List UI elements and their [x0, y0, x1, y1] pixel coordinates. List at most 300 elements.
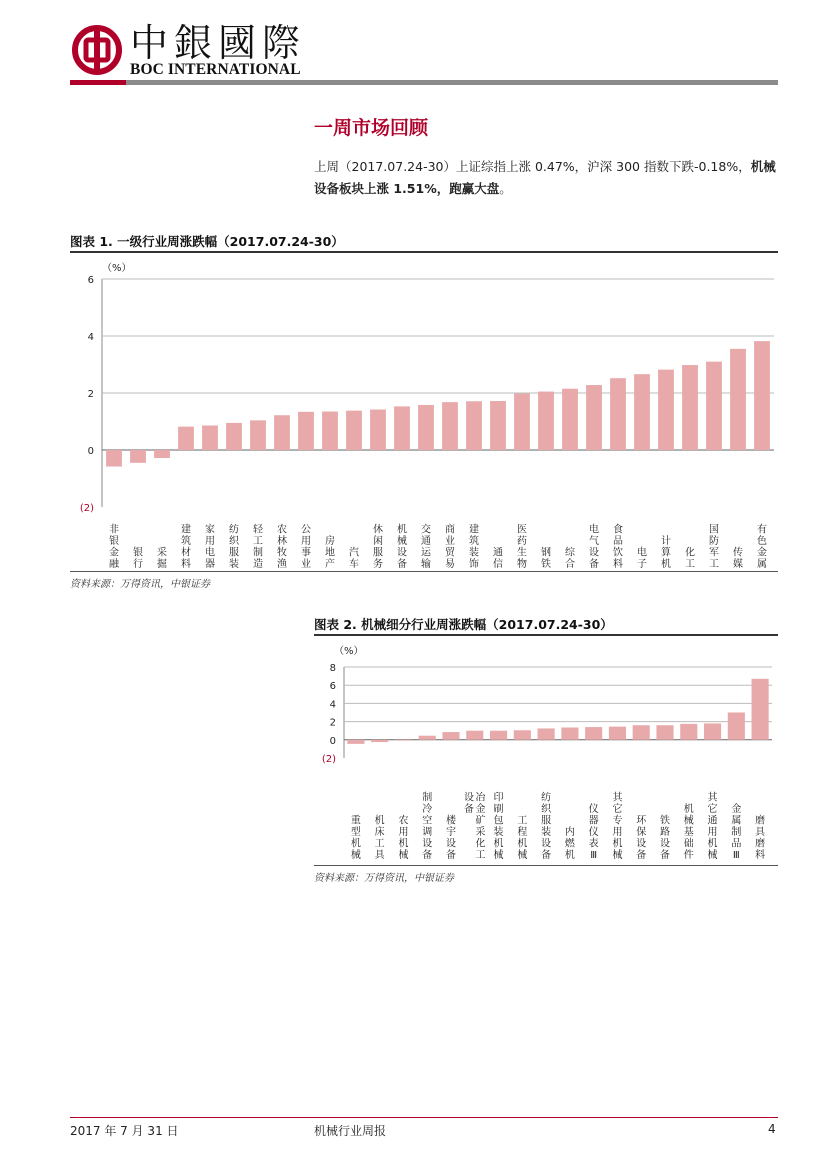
bar	[586, 385, 602, 450]
svg-text:建: 建	[181, 524, 191, 536]
svg-text:装: 装	[469, 547, 479, 559]
svg-text:机: 机	[517, 838, 528, 850]
x-tick-label	[517, 524, 527, 571]
x-tick-label	[541, 791, 552, 862]
svg-text:通: 通	[421, 536, 431, 547]
x-tick-label	[375, 814, 386, 862]
svg-text:器: 器	[205, 559, 215, 570]
svg-text:它: 它	[612, 804, 623, 815]
svg-text:床: 床	[374, 827, 385, 838]
svg-text:设: 设	[464, 792, 475, 804]
svg-text:路: 路	[660, 827, 670, 838]
svg-text:国: 国	[709, 524, 719, 536]
svg-text:易: 易	[445, 559, 455, 570]
svg-text:化: 化	[685, 547, 695, 559]
svg-text:械: 械	[493, 850, 504, 861]
y-tick-label: 0	[87, 446, 94, 457]
bar	[634, 374, 650, 450]
svg-text:器: 器	[588, 815, 599, 827]
svg-text:矿: 矿	[475, 815, 486, 827]
svg-text:色: 色	[757, 536, 767, 547]
svg-text:械: 械	[398, 850, 409, 861]
svg-text:采: 采	[157, 547, 167, 559]
chart2-bottom-rule	[314, 865, 778, 866]
svg-text:采: 采	[475, 827, 486, 838]
x-tick-label	[709, 524, 719, 571]
svg-text:房: 房	[325, 536, 335, 547]
svg-text:铁: 铁	[660, 815, 670, 827]
svg-text:械: 械	[612, 850, 623, 861]
svg-text:纺: 纺	[229, 524, 239, 536]
x-tick-label	[422, 791, 432, 862]
x-tick-label	[589, 523, 599, 571]
svg-text:医: 医	[517, 524, 527, 536]
svg-text:非: 非	[109, 524, 119, 536]
svg-text:物: 物	[517, 559, 527, 570]
svg-text:机: 机	[398, 838, 409, 850]
svg-text:磨: 磨	[755, 815, 766, 827]
x-tick-label	[397, 523, 407, 571]
svg-text:金: 金	[731, 804, 742, 815]
svg-text:纺: 纺	[541, 792, 552, 804]
svg-text:农: 农	[398, 815, 409, 827]
svg-text:饮: 饮	[613, 547, 623, 559]
svg-text:务: 务	[373, 559, 383, 570]
svg-text:织: 织	[541, 804, 552, 815]
chart2-svg	[314, 636, 778, 865]
svg-text:械: 械	[397, 536, 407, 547]
x-tick-label	[708, 792, 719, 862]
x-tick-label	[660, 814, 670, 862]
bar	[680, 724, 697, 740]
x-tick-label	[517, 815, 527, 862]
svg-text:用: 用	[205, 536, 215, 547]
svg-text:行: 行	[133, 559, 143, 570]
bar	[346, 411, 362, 450]
bar	[514, 394, 530, 450]
bar	[466, 731, 483, 740]
svg-text:内: 内	[564, 827, 575, 838]
svg-text:仪: 仪	[588, 827, 599, 838]
svg-text:铁: 铁	[541, 559, 551, 570]
bar	[562, 389, 578, 450]
svg-text:银: 银	[133, 547, 143, 559]
bar	[370, 410, 386, 450]
svg-text:它: 它	[707, 804, 718, 815]
y-tick-label: 4	[329, 699, 336, 711]
svg-text:机: 机	[707, 838, 718, 850]
svg-text:备: 备	[464, 804, 475, 815]
svg-text:仪: 仪	[588, 804, 599, 815]
x-tick-label	[493, 547, 503, 571]
svg-text:汽: 汽	[349, 547, 359, 559]
bar	[394, 406, 410, 450]
svg-text:设: 设	[636, 838, 647, 850]
x-tick-label	[589, 802, 599, 861]
x-tick-label	[398, 814, 408, 862]
svg-text:Ⅲ: Ⅲ	[732, 850, 740, 861]
svg-text:通: 通	[707, 815, 718, 827]
svg-text:服: 服	[229, 547, 239, 559]
svg-text:筑: 筑	[181, 536, 191, 547]
bar	[538, 392, 554, 450]
x-tick-label	[731, 802, 741, 861]
x-tick-label	[661, 534, 671, 570]
svg-text:冶: 冶	[475, 792, 486, 804]
bar	[418, 405, 434, 450]
svg-text:气: 气	[589, 536, 599, 547]
svg-text:装: 装	[493, 827, 504, 838]
svg-text:林: 林	[277, 536, 287, 547]
svg-text:公: 公	[301, 524, 311, 536]
x-tick-label	[253, 524, 264, 571]
x-tick-label	[157, 546, 167, 571]
chart1-svg	[70, 253, 778, 571]
svg-text:轻: 轻	[253, 524, 263, 536]
bar	[347, 740, 364, 744]
bar	[730, 349, 746, 450]
bar	[728, 713, 745, 740]
svg-text:楼: 楼	[446, 815, 456, 827]
svg-text:电: 电	[205, 547, 215, 559]
svg-text:械: 械	[517, 850, 528, 861]
bar	[226, 423, 242, 450]
svg-text:料: 料	[613, 559, 623, 570]
svg-text:设: 设	[422, 838, 433, 850]
x-tick-label	[464, 791, 487, 862]
svg-text:备: 备	[422, 850, 433, 861]
svg-text:设: 设	[589, 547, 599, 559]
bar	[610, 378, 626, 450]
bar	[752, 679, 769, 740]
svg-text:闲: 闲	[373, 536, 383, 547]
svg-text:军: 军	[709, 547, 719, 559]
chart1-source: 资料来源：万得资讯，中银证券	[70, 579, 210, 590]
y-tick-label: (2)	[79, 503, 94, 514]
svg-text:材: 材	[181, 547, 191, 559]
svg-text:家: 家	[205, 524, 215, 536]
svg-text:品: 品	[613, 536, 623, 547]
svg-text:设: 设	[446, 838, 456, 850]
svg-text:用: 用	[398, 827, 409, 838]
x-tick-label	[565, 825, 576, 861]
footer-date: 2017 年 7 月 31 日	[70, 1124, 179, 1138]
bar	[656, 725, 673, 740]
svg-text:服: 服	[541, 815, 552, 827]
svg-text:空: 空	[422, 815, 433, 827]
bar	[106, 450, 122, 467]
svg-text:融: 融	[109, 559, 119, 570]
intro-paragraph	[314, 156, 780, 200]
y-tick-label: (2)	[321, 754, 336, 765]
svg-text:工: 工	[685, 559, 695, 570]
bar	[633, 725, 650, 740]
bar	[490, 731, 507, 740]
bar	[754, 341, 770, 450]
x-tick-label	[373, 523, 383, 571]
svg-text:媒: 媒	[733, 559, 743, 570]
bar	[178, 427, 194, 450]
svg-text:掘: 掘	[157, 559, 167, 570]
svg-text:备: 备	[446, 850, 456, 861]
svg-text:工: 工	[475, 850, 486, 861]
svg-text:属: 属	[731, 815, 742, 827]
svg-text:表: 表	[588, 838, 599, 850]
svg-text:型: 型	[350, 827, 361, 838]
svg-text:业: 业	[445, 536, 455, 547]
x-tick-label	[181, 523, 191, 571]
svg-text:工: 工	[709, 559, 719, 570]
svg-text:装: 装	[541, 827, 552, 838]
bar	[585, 727, 602, 740]
intro-bold: 机械设备板块上涨 1.51%，跑赢大盘	[314, 159, 776, 196]
bar	[442, 732, 459, 740]
svg-text:业: 业	[301, 559, 311, 570]
chart1-title: 图表 1. 一级行业周涨跌幅（2017.07.24-30）	[70, 234, 344, 249]
bar	[395, 740, 412, 741]
svg-text:重: 重	[350, 815, 361, 827]
svg-text:信: 信	[493, 559, 503, 570]
svg-text:子: 子	[637, 559, 647, 570]
svg-text:保: 保	[636, 827, 647, 838]
svg-text:合: 合	[565, 559, 575, 570]
svg-text:渔: 渔	[277, 559, 287, 570]
svg-text:其: 其	[612, 792, 623, 804]
x-tick-label	[636, 815, 647, 862]
y-tick-label: 8	[329, 663, 336, 674]
bar	[298, 412, 314, 450]
svg-text:设: 设	[541, 838, 552, 850]
bar	[202, 425, 218, 450]
bar	[706, 362, 722, 450]
x-tick-label	[277, 523, 287, 571]
svg-text:机: 机	[661, 559, 671, 570]
x-tick-label	[446, 814, 457, 862]
svg-text:具: 具	[374, 850, 385, 861]
svg-text:工: 工	[253, 536, 263, 547]
svg-text:工: 工	[517, 815, 528, 827]
svg-text:计: 计	[661, 536, 671, 547]
svg-text:制: 制	[253, 547, 263, 559]
svg-text:金: 金	[109, 547, 119, 559]
x-tick-label	[755, 814, 766, 862]
svg-text:制: 制	[422, 792, 433, 804]
chart2-source: 资料来源：万得资讯，中银证券	[314, 873, 454, 884]
x-tick-label	[757, 523, 767, 571]
svg-text:牧: 牧	[277, 547, 287, 559]
y-axis-label: （%）	[334, 646, 364, 657]
x-tick-label	[421, 523, 432, 571]
svg-text:Ⅲ: Ⅲ	[590, 850, 598, 861]
svg-text:交: 交	[421, 524, 431, 536]
x-tick-label	[494, 791, 504, 862]
x-tick-label	[469, 523, 479, 571]
svg-text:品: 品	[731, 838, 742, 850]
svg-text:筑: 筑	[469, 536, 479, 547]
bar	[466, 401, 482, 450]
bar	[322, 412, 338, 450]
svg-text:基: 基	[683, 827, 694, 838]
svg-text:化: 化	[475, 838, 486, 850]
x-tick-label	[733, 546, 743, 571]
boc-logo-icon	[72, 25, 122, 75]
svg-text:其: 其	[707, 792, 718, 804]
svg-text:银: 银	[109, 536, 119, 547]
bar	[154, 450, 170, 458]
bar	[130, 450, 146, 463]
bar	[274, 415, 290, 450]
header-gray-bar	[126, 80, 778, 85]
svg-text:础: 础	[683, 838, 694, 850]
y-tick-label: 0	[329, 735, 336, 747]
y-tick-label: 2	[329, 717, 336, 729]
svg-text:械: 械	[707, 850, 718, 861]
section-title: 一周市场回顾	[314, 117, 429, 139]
svg-text:属: 属	[757, 559, 767, 570]
x-tick-label	[351, 814, 361, 862]
x-tick-label	[613, 523, 623, 571]
x-tick-label	[205, 524, 215, 571]
svg-text:专: 专	[612, 815, 623, 827]
bar	[442, 402, 458, 450]
svg-text:机: 机	[350, 838, 361, 850]
svg-text:磨: 磨	[755, 838, 766, 850]
svg-text:备: 备	[541, 850, 552, 861]
x-tick-label	[684, 802, 694, 861]
svg-text:织: 织	[229, 536, 239, 547]
svg-text:冷: 冷	[422, 804, 433, 815]
svg-text:车: 车	[349, 559, 359, 570]
svg-text:备: 备	[660, 850, 670, 861]
x-tick-label	[637, 546, 647, 571]
svg-text:包: 包	[493, 815, 504, 827]
svg-text:机: 机	[612, 838, 623, 850]
svg-text:装: 装	[229, 559, 239, 570]
svg-text:传: 传	[733, 547, 743, 559]
svg-text:设: 设	[397, 547, 407, 559]
svg-text:机: 机	[374, 815, 385, 827]
svg-text:设: 设	[660, 838, 670, 850]
svg-text:休: 休	[373, 524, 383, 536]
x-tick-label	[109, 523, 120, 571]
svg-text:调: 调	[422, 827, 433, 838]
svg-text:输: 输	[421, 559, 431, 570]
svg-text:金: 金	[757, 547, 767, 559]
svg-text:料: 料	[181, 559, 191, 570]
svg-text:食: 食	[613, 524, 623, 536]
intro-end: 。	[499, 181, 512, 196]
svg-text:程: 程	[517, 827, 528, 838]
svg-text:工: 工	[374, 838, 385, 850]
svg-text:钢: 钢	[541, 547, 551, 559]
x-tick-label	[229, 523, 240, 571]
svg-text:算: 算	[661, 547, 671, 559]
svg-text:备: 备	[589, 559, 599, 570]
logo-chinese-name: 中銀國際	[130, 21, 307, 65]
bar	[371, 740, 388, 742]
bar	[682, 365, 698, 450]
svg-text:刷: 刷	[493, 804, 504, 815]
x-tick-label	[612, 792, 623, 862]
bar	[490, 401, 506, 450]
svg-text:械: 械	[350, 850, 361, 861]
svg-text:印: 印	[493, 792, 504, 804]
header-red-bar	[70, 80, 126, 85]
svg-text:具: 具	[755, 827, 766, 838]
svg-text:有: 有	[757, 524, 767, 536]
intro-plain: 上周（2017.07.24-30）上证综指上涨 0.47%，沪深 300 指数下跌-0.18%，	[314, 159, 751, 174]
x-tick-label	[349, 547, 359, 571]
svg-text:环: 环	[636, 815, 647, 827]
svg-text:备: 备	[397, 559, 407, 570]
svg-text:机: 机	[493, 838, 504, 850]
svg-text:建: 建	[469, 524, 479, 536]
footer-rule	[70, 1117, 778, 1118]
chart1-bottom-rule	[70, 571, 778, 572]
svg-text:饰: 饰	[469, 559, 479, 570]
svg-text:燃: 燃	[564, 838, 575, 850]
y-tick-label: 6	[87, 275, 94, 286]
svg-text:事: 事	[301, 547, 311, 559]
svg-text:械: 械	[683, 815, 694, 827]
x-tick-label	[445, 523, 456, 571]
footer-report-name: 机械行业周报	[314, 1124, 387, 1138]
y-axis-label: （%）	[102, 263, 132, 274]
svg-text:机: 机	[564, 850, 575, 861]
bar	[419, 736, 436, 740]
svg-text:电: 电	[637, 547, 647, 559]
bar	[250, 420, 266, 450]
svg-text:产: 产	[325, 559, 335, 570]
x-tick-label	[133, 546, 143, 571]
svg-text:备: 备	[636, 850, 647, 861]
svg-text:商: 商	[445, 524, 455, 536]
x-tick-label	[541, 546, 551, 571]
svg-text:宇: 宇	[446, 827, 456, 838]
x-tick-label	[565, 546, 576, 571]
svg-text:生: 生	[517, 547, 527, 559]
x-tick-label	[325, 534, 335, 570]
x-tick-label	[685, 546, 695, 571]
bar	[609, 727, 626, 740]
svg-text:运: 运	[421, 547, 431, 559]
svg-text:机: 机	[397, 524, 407, 536]
svg-text:贸: 贸	[445, 547, 455, 559]
svg-text:用: 用	[707, 827, 718, 838]
y-tick-label: 2	[87, 389, 94, 400]
logo-english-name: BOC INTERNATIONAL	[130, 61, 301, 78]
y-tick-label: 6	[329, 681, 336, 693]
svg-text:用: 用	[301, 536, 311, 547]
bar	[538, 728, 555, 739]
chart2-title: 图表 2. 机械细分行业周涨跌幅（2017.07.24-30）	[314, 617, 613, 632]
bar	[704, 723, 721, 739]
svg-text:电: 电	[589, 524, 599, 536]
footer-page-number: 4	[768, 1122, 776, 1136]
bar	[514, 730, 531, 740]
svg-text:服: 服	[373, 547, 383, 559]
svg-text:通: 通	[493, 547, 503, 559]
svg-text:金: 金	[475, 804, 486, 815]
svg-text:机: 机	[683, 804, 694, 815]
y-tick-label: 4	[87, 332, 94, 343]
svg-text:农: 农	[277, 524, 287, 536]
x-tick-label	[301, 525, 311, 571]
svg-text:综: 综	[565, 547, 575, 559]
bar	[561, 728, 578, 740]
svg-text:制: 制	[731, 827, 742, 838]
svg-text:造: 造	[253, 559, 263, 570]
